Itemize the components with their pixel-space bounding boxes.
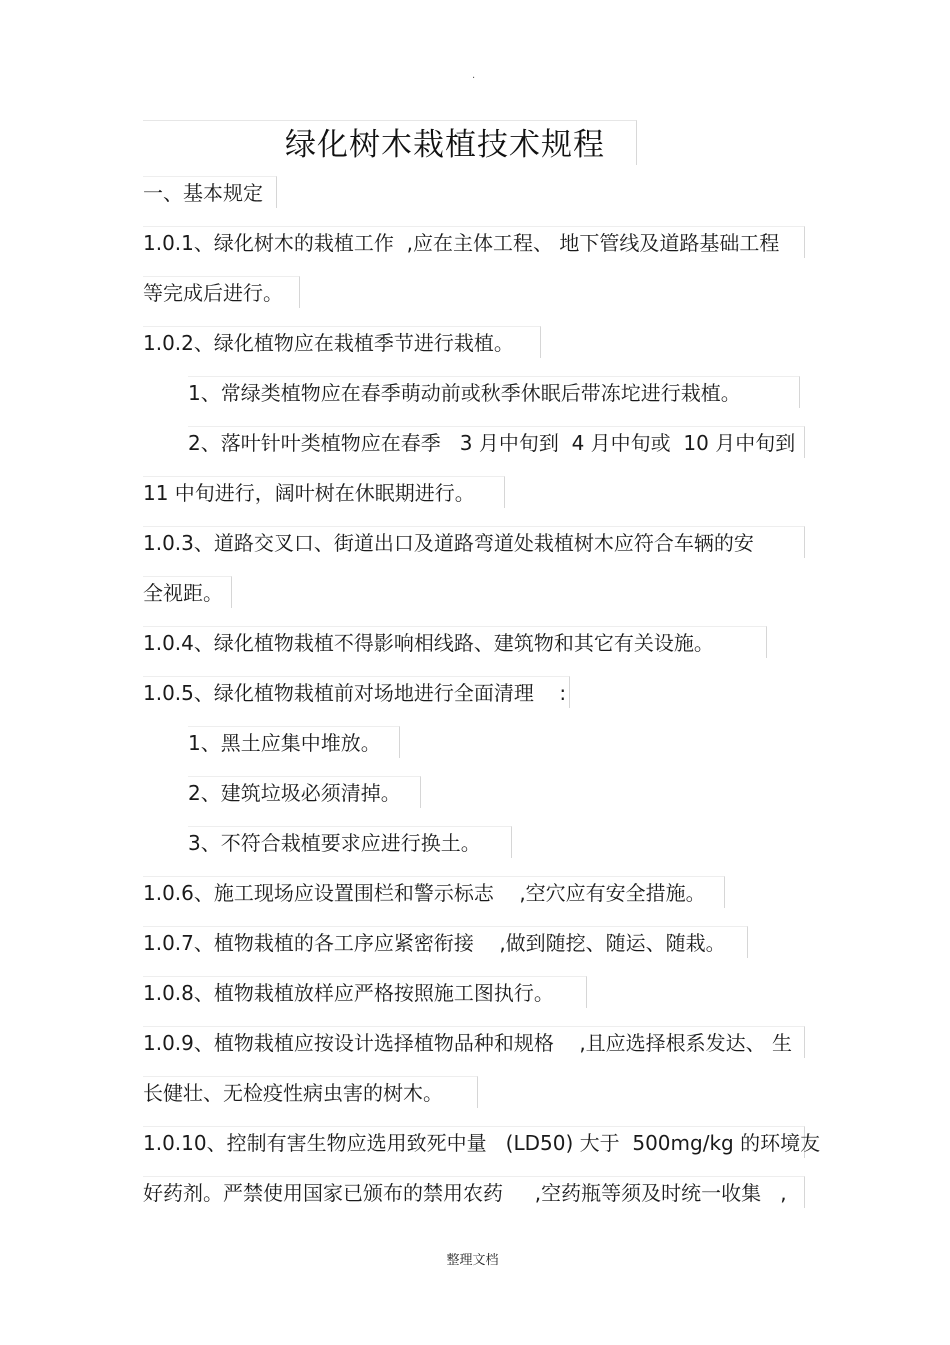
section-heading: 一、基本规定	[143, 176, 277, 208]
list-item: 1、黑土应集中堆放。	[188, 726, 400, 758]
list-item: 2、落叶针叶类植物应在春季 3 月中旬到 4 月中旬或 10 月中旬到	[188, 426, 805, 458]
page-dot-mark: .	[472, 70, 476, 81]
paragraph-line: 1.0.7、植物栽植的各工序应紧密衔接 ,做到随挖、随运、随栽。	[143, 926, 748, 958]
paragraph-line: 1.0.10、控制有害生物应选用致死中量 (LD50) 大于 500mg/kg 的环境友	[143, 1126, 805, 1158]
paragraph-line: 1.0.9、植物栽植应按设计选择植物品种和规格 ,且应选择根系发达、 生	[143, 1026, 805, 1058]
page-title: 绿化树木栽植技术规程	[285, 127, 605, 163]
paragraph-line: 全视距。	[143, 576, 232, 608]
paragraph-line: 1.0.1、绿化树木的栽植工作 ,应在主体工程、 地下管线及道路基础工程	[143, 226, 805, 258]
paragraph-line: 1.0.6、施工现场应设置围栏和警示标志 ,空穴应有安全措施。	[143, 876, 725, 908]
paragraph-line: 长健壮、无检疫性病虫害的树木。	[143, 1076, 478, 1108]
paragraph-line: 1.0.5、绿化植物栽植前对场地进行全面清理 :	[143, 676, 570, 708]
list-item: 1、常绿类植物应在春季萌动前或秋季休眠后带冻坨进行栽植。	[188, 376, 800, 408]
paragraph-line: 1.0.2、绿化植物应在栽植季节进行栽植。	[143, 326, 541, 358]
page-footer: 整理文档	[446, 1253, 499, 1268]
paragraph-line: 等完成后进行。	[143, 276, 300, 308]
paragraph-line: 1.0.4、绿化植物栽植不得影响相线路、建筑物和其它有关设施。	[143, 626, 767, 658]
paragraph-line: 1.0.8、植物栽植放样应严格按照施工图执行。	[143, 976, 587, 1008]
list-item: 3、不符合栽植要求应进行换土。	[188, 826, 512, 858]
paragraph-line: 好药剂。严禁使用国家已颁布的禁用农药 ,空药瓶等须及时统一收集 ,	[143, 1176, 805, 1208]
list-item: 2、建筑垃圾必须清掉。	[188, 776, 421, 808]
paragraph-line: 11 中旬进行，阔叶树在休眠期进行。	[143, 476, 505, 508]
paragraph-line: 1.0.3、道路交叉口、街道出口及道路弯道处栽植树木应符合车辆的安	[143, 526, 805, 558]
